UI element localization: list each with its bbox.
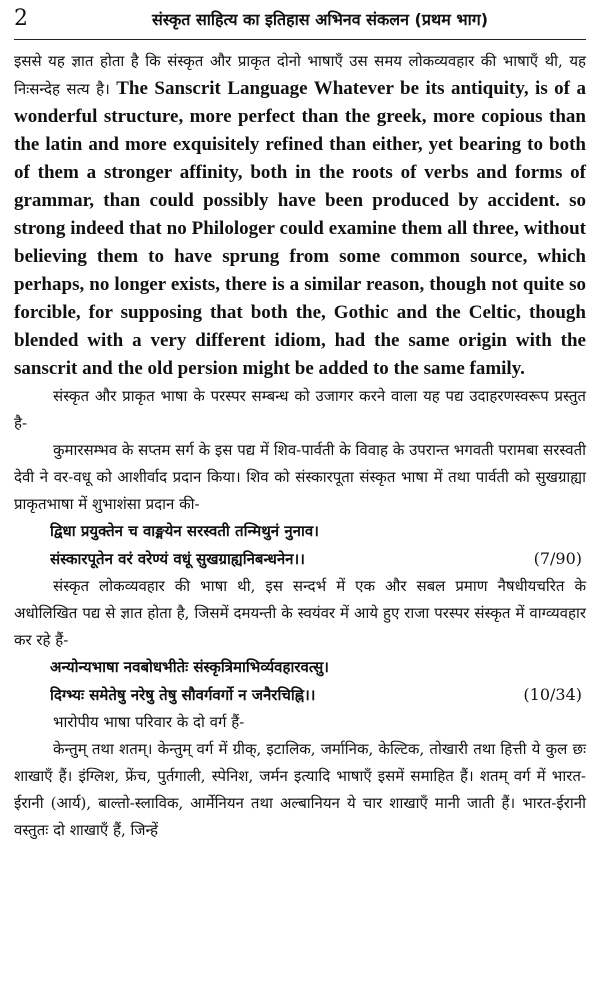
intro-hindi-text: इससे यह ज्ञात होता है कि संस्कृत और प्राकृत दोनो भाषाएँ उस समय लोकव्यवहार की भाषाएँ थी, यह निःसन्देह सत्य है। <box>14 52 586 98</box>
verse-reference: (7/90) <box>533 549 582 568</box>
verse-reference: (10/34) <box>523 685 582 704</box>
verse-naishadhiya <box>14 654 586 709</box>
english-quotation: The Sanscrit Language Whatever be its antiquity, is of a wonderful structure, more perfect than the greek, more copious than the latin and more exquisitely refined than either, yet bearing to both of them a stronger affinity, both in the roots of verbs and forms of grammar, than could possibly have been produced by accident. so strong indeed that no Philologer could examine them all three, without believing them to have sprung from some common source, which perhaps, no longer exists, there is a similar reason, though not quite so forcible, for supposing that both the, Gothic and the Celtic, though blended with a very different idiom, had the same origin with the sanscrit and the old persion might be added to the same family. <box>14 78 586 379</box>
verse-text: दिग्भ्यः समेतेषु नरेषु तेषु सौवर्गवर्गो न जनैरचिह्नि।। <box>50 686 316 704</box>
paragraph-verse-intro: संस्कृत और प्राकृत भाषा के परस्पर सम्बन्ध को उजागर करने वाला यह पद्य उदाहरणस्वरूप प्रस्तुत है- <box>14 387 586 432</box>
paragraph-intro <box>14 48 586 383</box>
verse-kumarasambhava <box>14 518 586 573</box>
page-header <box>14 6 586 40</box>
page-body <box>14 40 586 844</box>
paragraph-kumarasambhava: कुमारसम्भव के सप्तम सर्ग के इस पद्य में शिव-पार्वती के विवाह के उपरान्त भगवती परामबा सरस्वती देवी ने वर-वधू को आशीर्वाद प्रदान किया। शिव को संस्कारपूता संस्कृत भाषा में तथा पार्वती को सुखग्राह्या प्राकृतभाषा में शुभाशंसा प्रदान की- <box>14 441 586 513</box>
page-number: 2 <box>14 6 28 31</box>
verse-text: अन्योन्यभाषा नवबोधभीतेः संस्कृत्रिमाभिर्व्यवहारवत्सु। <box>50 658 329 676</box>
verse-line <box>14 545 586 573</box>
verse-line <box>14 654 586 681</box>
paragraph-language-family: भारोपीय भाषा परिवार के दो वर्ग हैं- <box>53 713 245 731</box>
verse-line <box>14 681 586 709</box>
running-title: संस्कृत साहित्य का इतिहास अभिनव संकलन (प्रथम भाग) <box>151 10 489 29</box>
paragraph-kentum-satem: केन्तुम् तथा शतम्। केन्तुम् वर्ग में ग्रीक्, इटालिक, जर्मानिक, केल्टिक, तोखारी तथा हित्ती ये कुल छः शाखाएँ हैं। इंग्लिश, फ्रेंच, पुर्तगाली, स्पेनिश, जर्मन इत्यादि भाषाएँ इसमें समाहित हैं। शतम् वर्ग में भारत-ईरानी (आर्य), बाल्तो-स्लाविक, आर्मेनियन तथा अल्बानियन ये चार शाखाएँ मानी जाती हैं। भारत-ईरानी वस्तुतः दो शाखाएँ हैं, जिन्हें <box>14 740 586 839</box>
verse-text: संस्कारपूतेन वरं वरेण्यं वधूं सुखग्राह्यनिबन्धनेन।। <box>50 550 305 568</box>
verse-line <box>14 518 586 545</box>
paragraph-naishadhiya: संस्कृत लोकव्यवहार की भाषा थी, इस सन्दर्भ में एक और सबल प्रमाण नैषधीयचरित के अधोलिखित पद्य से ज्ञात होता है, जिसमें दमयन्ती के स्वयंवर में आये हुए राजा परस्पर संस्कृत में वाग्व्यवहार कर रहे हैं- <box>14 577 586 649</box>
verse-text: द्विधा प्रयुक्तेन च वाङ्मयेन सरस्वती तन्मिथुनं नुनाव। <box>50 522 319 540</box>
